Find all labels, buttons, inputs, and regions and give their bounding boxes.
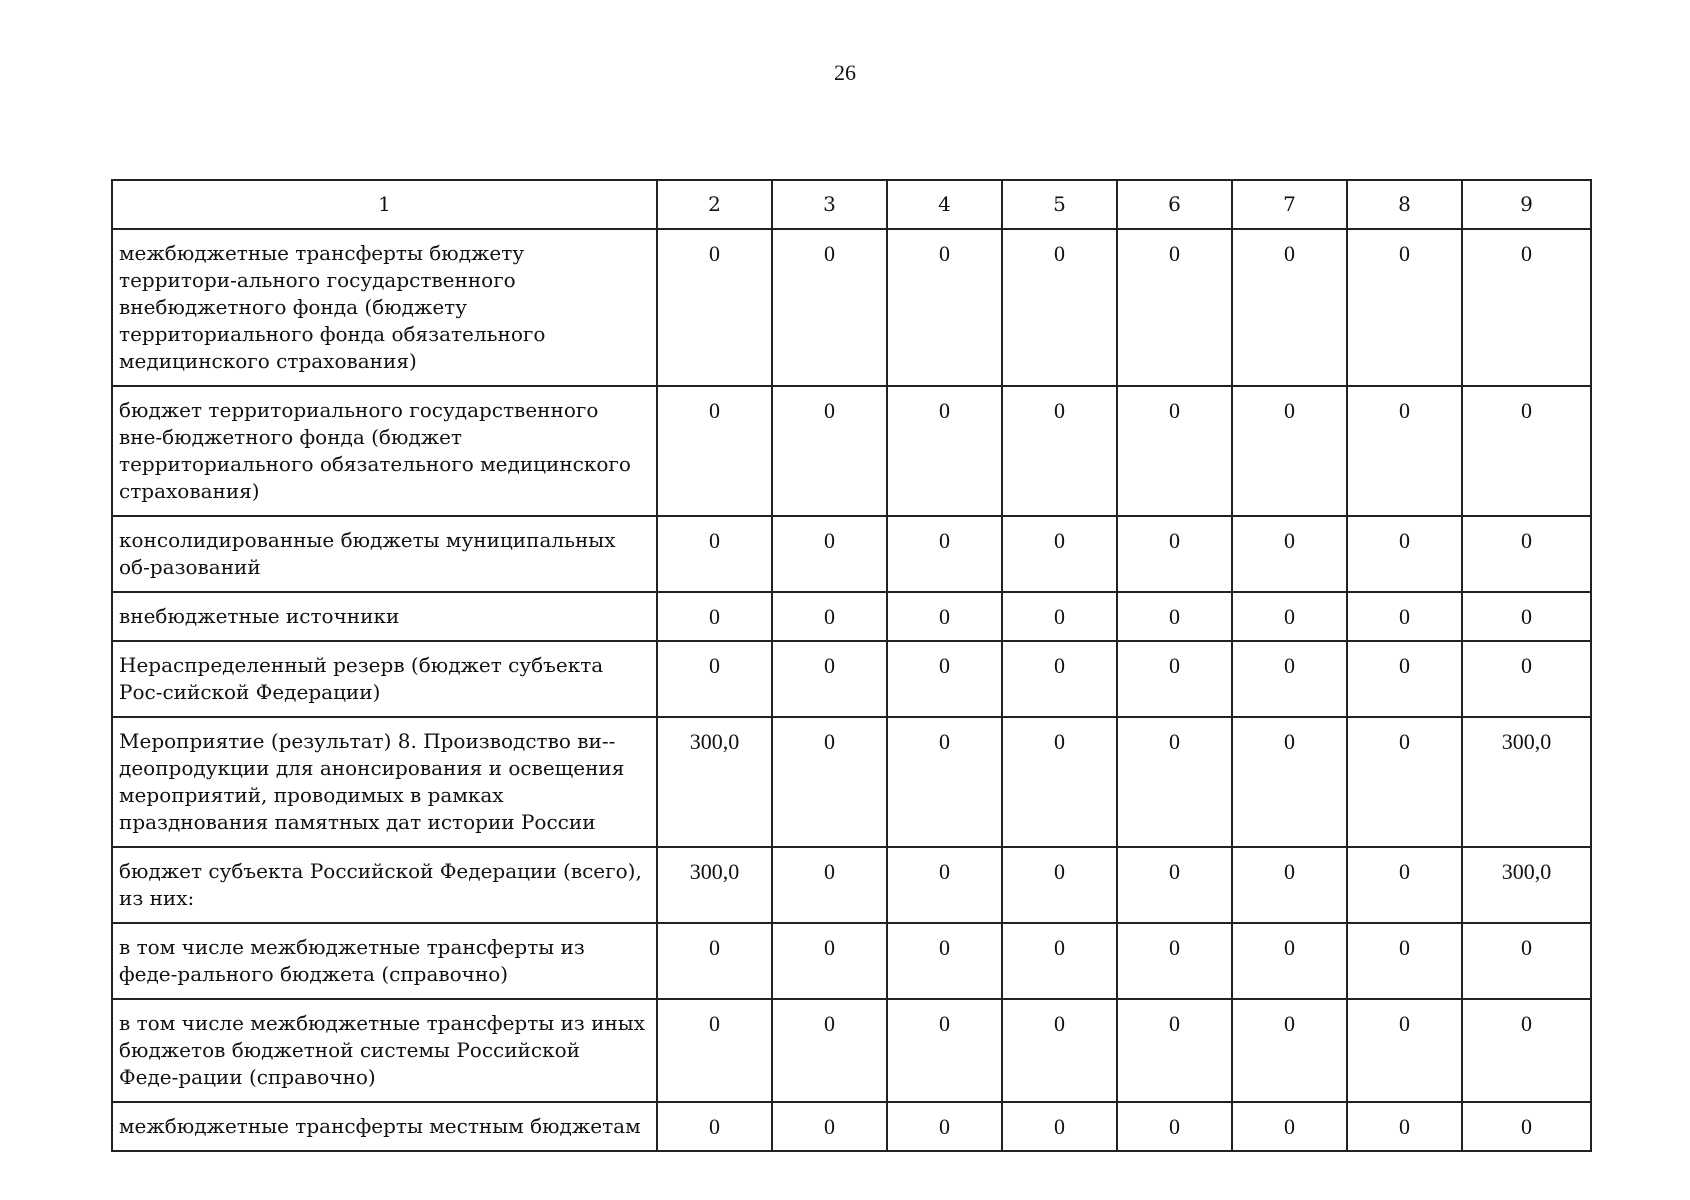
row-label: Мероприятие (результат) 8. Производство ви-деопродукции для анонсирования и освещения мероприятий, проводимых в рамках празднования памятных дат истории России (112, 717, 657, 847)
value-cell: 300,0 (657, 847, 772, 923)
header-cell: 6 (1117, 180, 1232, 229)
value-cell: 0 (772, 999, 887, 1102)
table-row (112, 847, 1591, 923)
value-cell: 0 (1117, 847, 1232, 923)
value-cell: 0 (1117, 923, 1232, 999)
value-cell: 0 (1462, 592, 1591, 641)
header-cell: 2 (657, 180, 772, 229)
value-cell: 300,0 (1462, 717, 1591, 847)
value-cell: 0 (1002, 717, 1117, 847)
value-cell: 0 (1347, 592, 1462, 641)
value-cell: 0 (772, 516, 887, 592)
value-cell: 0 (1232, 592, 1347, 641)
value-cell: 0 (1462, 641, 1591, 717)
header-cell: 8 (1347, 180, 1462, 229)
value-cell: 0 (1347, 999, 1462, 1102)
value-cell: 0 (1232, 923, 1347, 999)
value-cell: 0 (1462, 923, 1591, 999)
value-cell: 0 (1232, 999, 1347, 1102)
value-cell: 0 (887, 516, 1002, 592)
value-cell: 0 (1117, 641, 1232, 717)
value-cell: 0 (1232, 386, 1347, 516)
value-cell: 0 (657, 923, 772, 999)
value-cell: 0 (1002, 847, 1117, 923)
budget-table (111, 179, 1592, 1152)
table-row (112, 717, 1591, 847)
value-cell: 0 (1002, 923, 1117, 999)
header-cell: 5 (1002, 180, 1117, 229)
row-label: бюджет субъекта Российской Федерации (всего), из них: (112, 847, 657, 923)
value-cell: 0 (772, 923, 887, 999)
value-cell: 0 (657, 229, 772, 386)
table-row (112, 516, 1591, 592)
value-cell: 0 (1117, 386, 1232, 516)
value-cell: 0 (887, 386, 1002, 516)
value-cell: 0 (1232, 1102, 1347, 1151)
header-cell: 1 (112, 180, 657, 229)
value-cell: 0 (657, 386, 772, 516)
value-cell: 0 (1232, 717, 1347, 847)
table-body (112, 229, 1591, 1151)
value-cell: 0 (657, 592, 772, 641)
table-row (112, 592, 1591, 641)
row-label: консолидированные бюджеты муниципальных об-разований (112, 516, 657, 592)
value-cell: 300,0 (657, 717, 772, 847)
value-cell: 0 (887, 1102, 1002, 1151)
row-label: межбюджетные трансферты бюджету территори-ального государственного внебюджетного фонда (бюджету территориального фонда обязательного медицинского страхования) (112, 229, 657, 386)
value-cell: 0 (657, 516, 772, 592)
table-row (112, 999, 1591, 1102)
value-cell: 0 (1347, 847, 1462, 923)
value-cell: 0 (1002, 386, 1117, 516)
header-cell: 9 (1462, 180, 1591, 229)
value-cell: 0 (1462, 516, 1591, 592)
row-label: бюджет территориального государственного вне-бюджетного фонда (бюджет территориального обязательного медицинского страхования) (112, 386, 657, 516)
value-cell: 0 (1232, 641, 1347, 717)
header-cell: 4 (887, 180, 1002, 229)
value-cell: 0 (1117, 1102, 1232, 1151)
value-cell: 0 (1347, 386, 1462, 516)
table-header (112, 180, 1591, 229)
value-cell: 0 (1462, 386, 1591, 516)
value-cell: 0 (1347, 229, 1462, 386)
value-cell: 0 (887, 999, 1002, 1102)
row-label: межбюджетные трансферты местным бюджетам (112, 1102, 657, 1151)
value-cell: 0 (1002, 999, 1117, 1102)
value-cell: 0 (887, 592, 1002, 641)
value-cell: 0 (887, 229, 1002, 386)
row-label: в том числе межбюджетные трансферты из феде-рального бюджета (справочно) (112, 923, 657, 999)
value-cell: 0 (1347, 923, 1462, 999)
header-cell: 7 (1232, 180, 1347, 229)
value-cell: 0 (772, 592, 887, 641)
value-cell: 0 (1347, 717, 1462, 847)
value-cell: 0 (1347, 641, 1462, 717)
table-row (112, 923, 1591, 999)
value-cell: 0 (772, 229, 887, 386)
table-row (112, 386, 1591, 516)
value-cell: 0 (1117, 229, 1232, 386)
value-cell: 0 (1347, 1102, 1462, 1151)
value-cell: 0 (1002, 592, 1117, 641)
value-cell: 0 (1232, 847, 1347, 923)
header-row (112, 180, 1591, 229)
table-row (112, 229, 1591, 386)
value-cell: 0 (1462, 1102, 1591, 1151)
page-number: 26 (834, 60, 856, 85)
value-cell: 300,0 (1462, 847, 1591, 923)
value-cell: 0 (657, 641, 772, 717)
value-cell: 0 (1232, 516, 1347, 592)
value-cell: 0 (772, 386, 887, 516)
value-cell: 0 (657, 1102, 772, 1151)
value-cell: 0 (887, 717, 1002, 847)
value-cell: 0 (772, 847, 887, 923)
table-row (112, 1102, 1591, 1151)
row-label: внебюджетные источники (112, 592, 657, 641)
value-cell: 0 (1462, 999, 1591, 1102)
value-cell: 0 (1232, 229, 1347, 386)
value-cell: 0 (1117, 592, 1232, 641)
value-cell: 0 (1117, 999, 1232, 1102)
row-label: в том числе межбюджетные трансферты из иных бюджетов бюджетной системы Российской Феде-рации (справочно) (112, 999, 657, 1102)
value-cell: 0 (772, 717, 887, 847)
value-cell: 0 (772, 641, 887, 717)
row-label: Нераспределенный резерв (бюджет субъекта Рос-сийской Федерации) (112, 641, 657, 717)
value-cell: 0 (887, 641, 1002, 717)
value-cell: 0 (1002, 229, 1117, 386)
value-cell: 0 (1347, 516, 1462, 592)
value-cell: 0 (1002, 516, 1117, 592)
value-cell: 0 (1117, 717, 1232, 847)
value-cell: 0 (1462, 229, 1591, 386)
table-row (112, 641, 1591, 717)
value-cell: 0 (887, 847, 1002, 923)
value-cell: 0 (1117, 516, 1232, 592)
value-cell: 0 (1002, 641, 1117, 717)
value-cell: 0 (772, 1102, 887, 1151)
header-cell: 3 (772, 180, 887, 229)
value-cell: 0 (1002, 1102, 1117, 1151)
value-cell: 0 (887, 923, 1002, 999)
value-cell: 0 (657, 999, 772, 1102)
